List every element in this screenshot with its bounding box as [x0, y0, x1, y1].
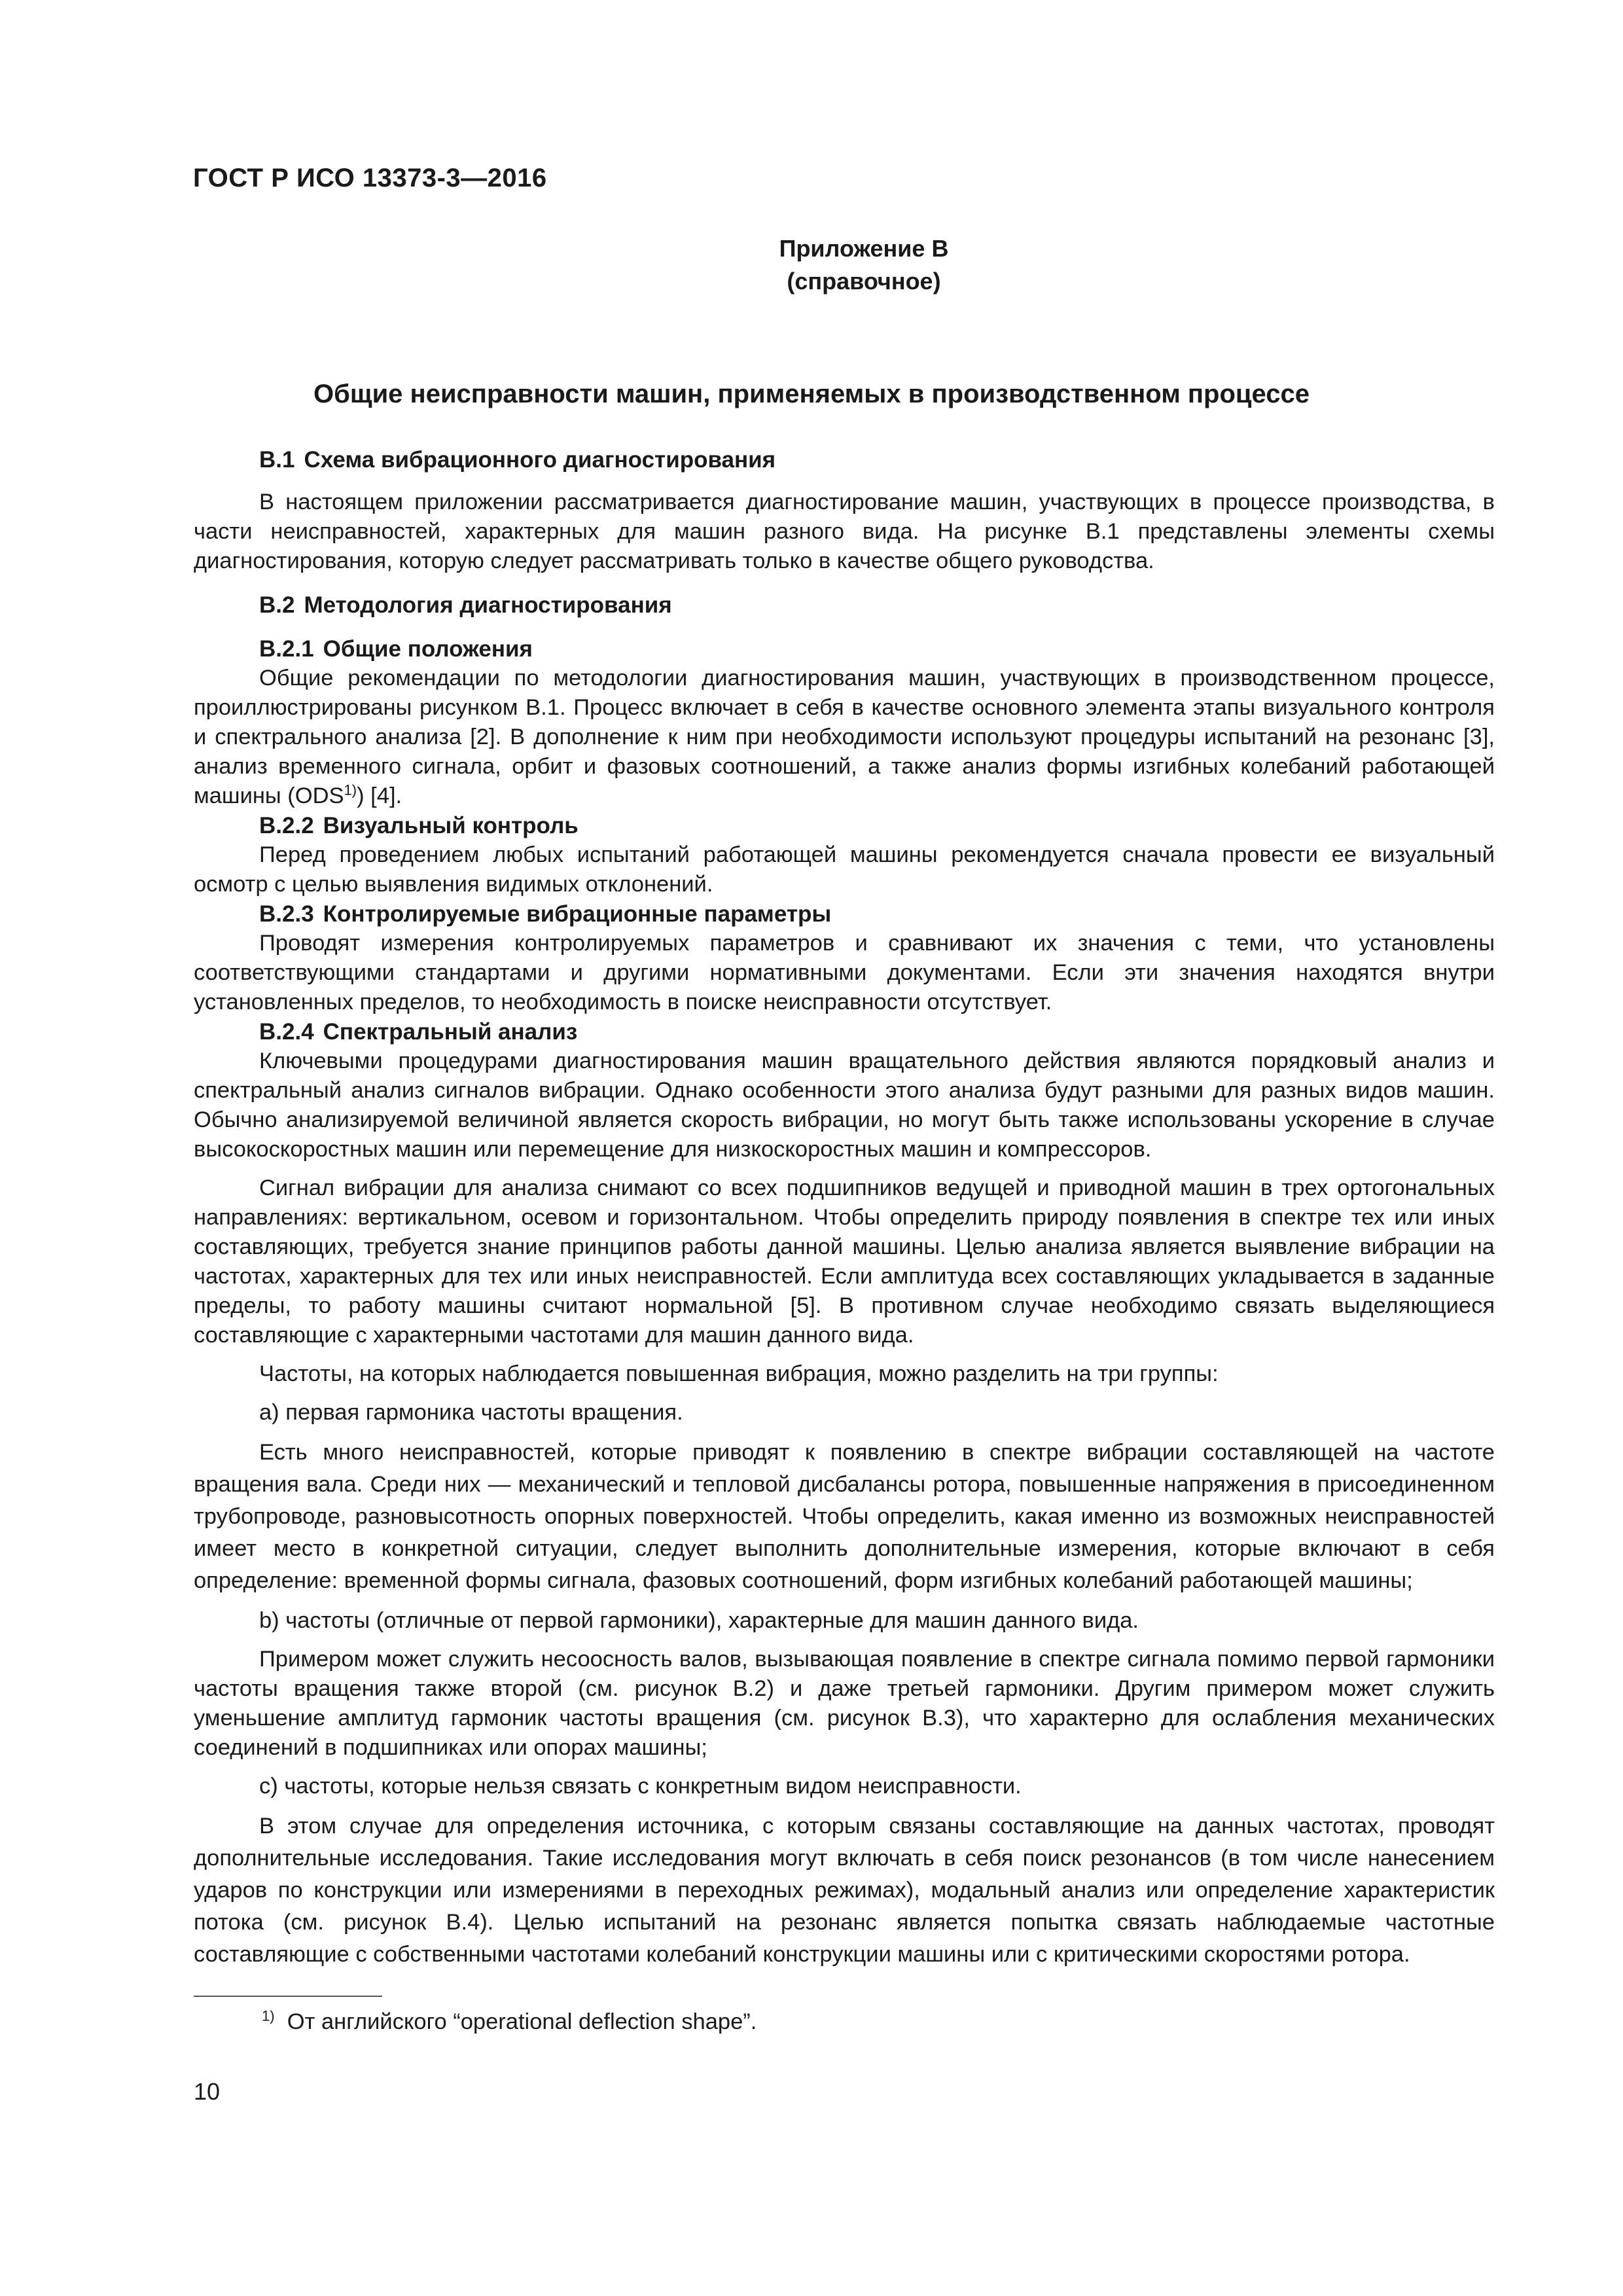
paragraph: Перед проведением любых испытаний работающей машины рекомендуется сначала провести ее визуальный осмотр с целью выявления видимых отклонений.	[194, 842, 1495, 897]
paragraph: Примером может служить несоосность валов, вызывающая появление в спектре сигнала помимо первой гармоники частоты вращения также второй (см. рисунок В.2) и даже третьей гармоники. Другим примером может служить уменьшение амплитуд гармоник частоты вращения (см. рисунок В.3), что характерно для ослабления механических соединений в подшипниках или опорах машины;	[194, 1647, 1495, 1760]
paragraph-text: Общие рекомендации по методологии диагностирования машин, участвующих в производственном процессе, проиллюстрированы рисунком В.1. Процесс включает в себя в качестве основного элемента этапы визуального контроля и спектрального анализа [2]. В дополнение к ним при необходимости используют процедуры испытаний на резонанс [3], анализ временного сигнала, орбит и фазовых соотношений, а также анализ формы изгибных колебаний работающей машины (ODS	[194, 666, 1495, 808]
footnote-text: От английского “operational deflection shape”.	[287, 2009, 757, 2034]
section-heading-b1	[194, 445, 1495, 475]
section-title: Контролируемые вибрационные параметры	[323, 901, 832, 927]
section-number: В.1	[259, 447, 295, 473]
section-heading-b23	[194, 899, 1495, 929]
annex-status: (справочное)	[787, 268, 941, 295]
section-number: В.2.2	[259, 813, 314, 838]
section-heading-b21	[194, 634, 1495, 664]
section-number: В.2.4	[259, 1019, 314, 1045]
paragraph: В настоящем приложении рассматривается диагностирование машин, участвующих в процессе производства, в части неисправностей, характерных для машин разного вида. На рисунке В.1 представлены элементы схемы диагностирования, которую следует рассматривать только в качестве общего руководства.	[194, 490, 1495, 573]
paragraph: Частоты, на которых наблюдается повышенная вибрация, можно разделить на три группы:	[259, 1361, 1219, 1386]
paragraph: Ключевыми процедурами диагностирования машин вращательного действия являются порядковый анализ и спектральный анализ сигналов вибрации. Однако особенности этого анализа будут разными для разных видов машин. Обычно анализируемой величиной является скорость вибрации, но могут быть также использованы ускорение в случае высокоскоростных машин или перемещение для низкоскоростных машин и компрессоров.	[194, 1049, 1495, 1162]
section-number: В.2	[259, 592, 295, 618]
paragraph: Есть много неисправностей, которые приводят к появлению в спектре вибрации составляющей на частоте вращения вала. Среди них — механический и тепловой дисбалансы ротора, повышенные напряжения в присоединенном трубопроводе, разновысотность опорных поверхностей. Чтобы определить, какая именно из возможных неисправностей имеет место в конкретной ситуации, следует выполнить дополнительные измерения, которые включают в себя определение: временной формы сигнала, фазовых соотношений, форм изгибных колебаний работающей машины;	[194, 1440, 1495, 1593]
section-number: В.2.1	[259, 636, 314, 662]
annex-title: Приложение В	[779, 235, 949, 262]
section-heading-b24	[194, 1017, 1495, 1047]
list-item-b: b) частоты (отличные от первой гармоники), характерные для машин данного вида.	[259, 1608, 1139, 1633]
section-title: Спектральный анализ	[323, 1019, 578, 1045]
footnote-mark: 1)	[262, 2007, 275, 2024]
section-heading-b2	[194, 590, 1495, 620]
section-title: Общие положения	[323, 636, 533, 662]
footnote-ref: 1)	[344, 781, 357, 798]
section-title: Схема вибрационного диагностирования	[304, 447, 776, 473]
footnote	[262, 2009, 757, 2035]
paragraph-text: ) [4].	[357, 783, 402, 808]
annex-heading	[0, 232, 1623, 298]
list-item-c: c) частоты, которые нельзя связать с конкретным видом неисправности.	[259, 1774, 1022, 1799]
document-title: Общие неисправности машин, применяемых в производственном процессе	[313, 380, 1310, 408]
paragraph	[194, 664, 1495, 811]
list-item-a: a) первая гармоника частоты вращения.	[259, 1400, 683, 1425]
footnote-divider	[194, 1996, 382, 1997]
paragraph: Проводят измерения контролируемых параметров и сравнивают их значения с теми, что установлены соответствующими стандартами и другими нормативными документами. Если эти значения находятся внутри установленных пределов, то необходимость в поиске неисправности отсутствует.	[194, 931, 1495, 1014]
section-number: В.2.3	[259, 901, 314, 927]
document-body	[194, 445, 1495, 1971]
page-number: 10	[194, 2078, 221, 2105]
paragraph: Сигнал вибрации для анализа снимают со всех подшипников ведущей и приводной машин в трех ортогональных направлениях: вертикальном, осевом и горизонтальном. Чтобы определить природу появления в спектре тех или иных составляющих, требуется знание принципов работы данной машины. Целью анализа является выявление вибрации на частотах, характерных для тех или иных неисправностей. Если амплитуда всех составляющих укладывается в заданные пределы, то работу машины считают нормальной [5]. В противном случае необходимо связать выделяющиеся составляющие с характерными частотами для машин данного вида.	[194, 1175, 1495, 1348]
standard-code: ГОСТ Р ИСО 13373-3—2016	[193, 164, 547, 192]
section-heading-b22	[194, 811, 1495, 840]
section-title: Визуальный контроль	[323, 813, 579, 838]
paragraph: В этом случае для определения источника, с которым связаны составляющие на данных частотах, проводят дополнительные исследования. Такие исследования могут включать в себя поиск резонансов (в том числе нанесением ударов по конструкции или измерениями в переходных режимах), модальный анализ или определение характеристик потока (см. рисунок В.4). Целью испытаний на резонанс является попытка связать наблюдаемые частотные составляющие с собственными частотами колебаний конструкции машины или с критическими скоростями ротора.	[194, 1814, 1495, 1967]
section-title: Методология диагностирования	[304, 592, 672, 618]
